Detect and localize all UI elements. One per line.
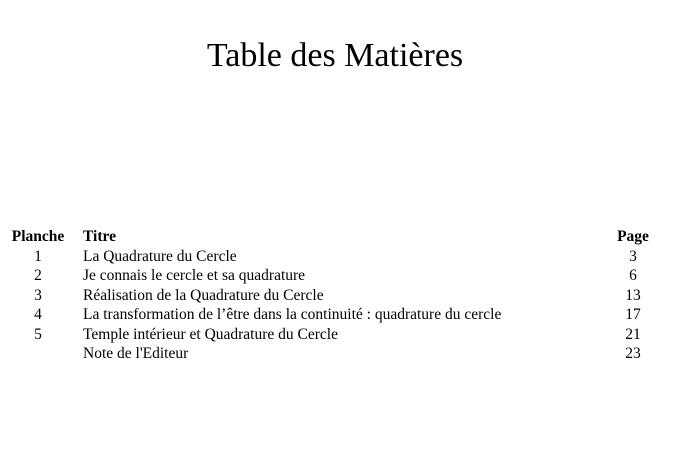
table-row — [8, 247, 658, 267]
entry-title: Je connais le cercle et sa quadrature — [83, 267, 306, 284]
table-header-row — [8, 227, 658, 247]
table-row — [8, 344, 658, 364]
entry-title: La transformation de l’être dans la continuité : quadrature du cercle — [83, 306, 502, 323]
planche-number — [8, 344, 68, 364]
planche-number: 4 — [34, 306, 42, 323]
page-number: 23 — [625, 345, 641, 362]
entry-title: Temple intérieur et Quadrature du Cercle — [83, 325, 338, 343]
page-number: 13 — [625, 286, 641, 304]
planche-number: 1 — [34, 247, 42, 265]
page-number: 21 — [625, 325, 641, 343]
page-number: 6 — [629, 267, 637, 284]
table-row — [8, 305, 658, 325]
planche-number: 3 — [34, 286, 42, 304]
header-spacer — [68, 227, 83, 247]
header-page: Page — [617, 228, 649, 245]
planche-number: 5 — [34, 325, 42, 343]
entry-title: Note de l'Editeur — [83, 345, 189, 362]
page-number: 3 — [629, 247, 637, 265]
table-row — [8, 266, 658, 286]
page-number: 17 — [625, 306, 641, 323]
header-planche: Planche — [11, 228, 65, 245]
planche-number: 2 — [34, 267, 42, 284]
entry-title: Réalisation de la Quadrature du Cercle — [83, 286, 324, 304]
table-of-contents — [8, 227, 658, 364]
page-title: Table des Matières — [206, 37, 464, 74]
table-row — [8, 325, 658, 345]
header-titre: Titre — [83, 228, 117, 245]
entry-title: La Quadrature du Cercle — [83, 247, 237, 265]
table-row — [8, 286, 658, 306]
